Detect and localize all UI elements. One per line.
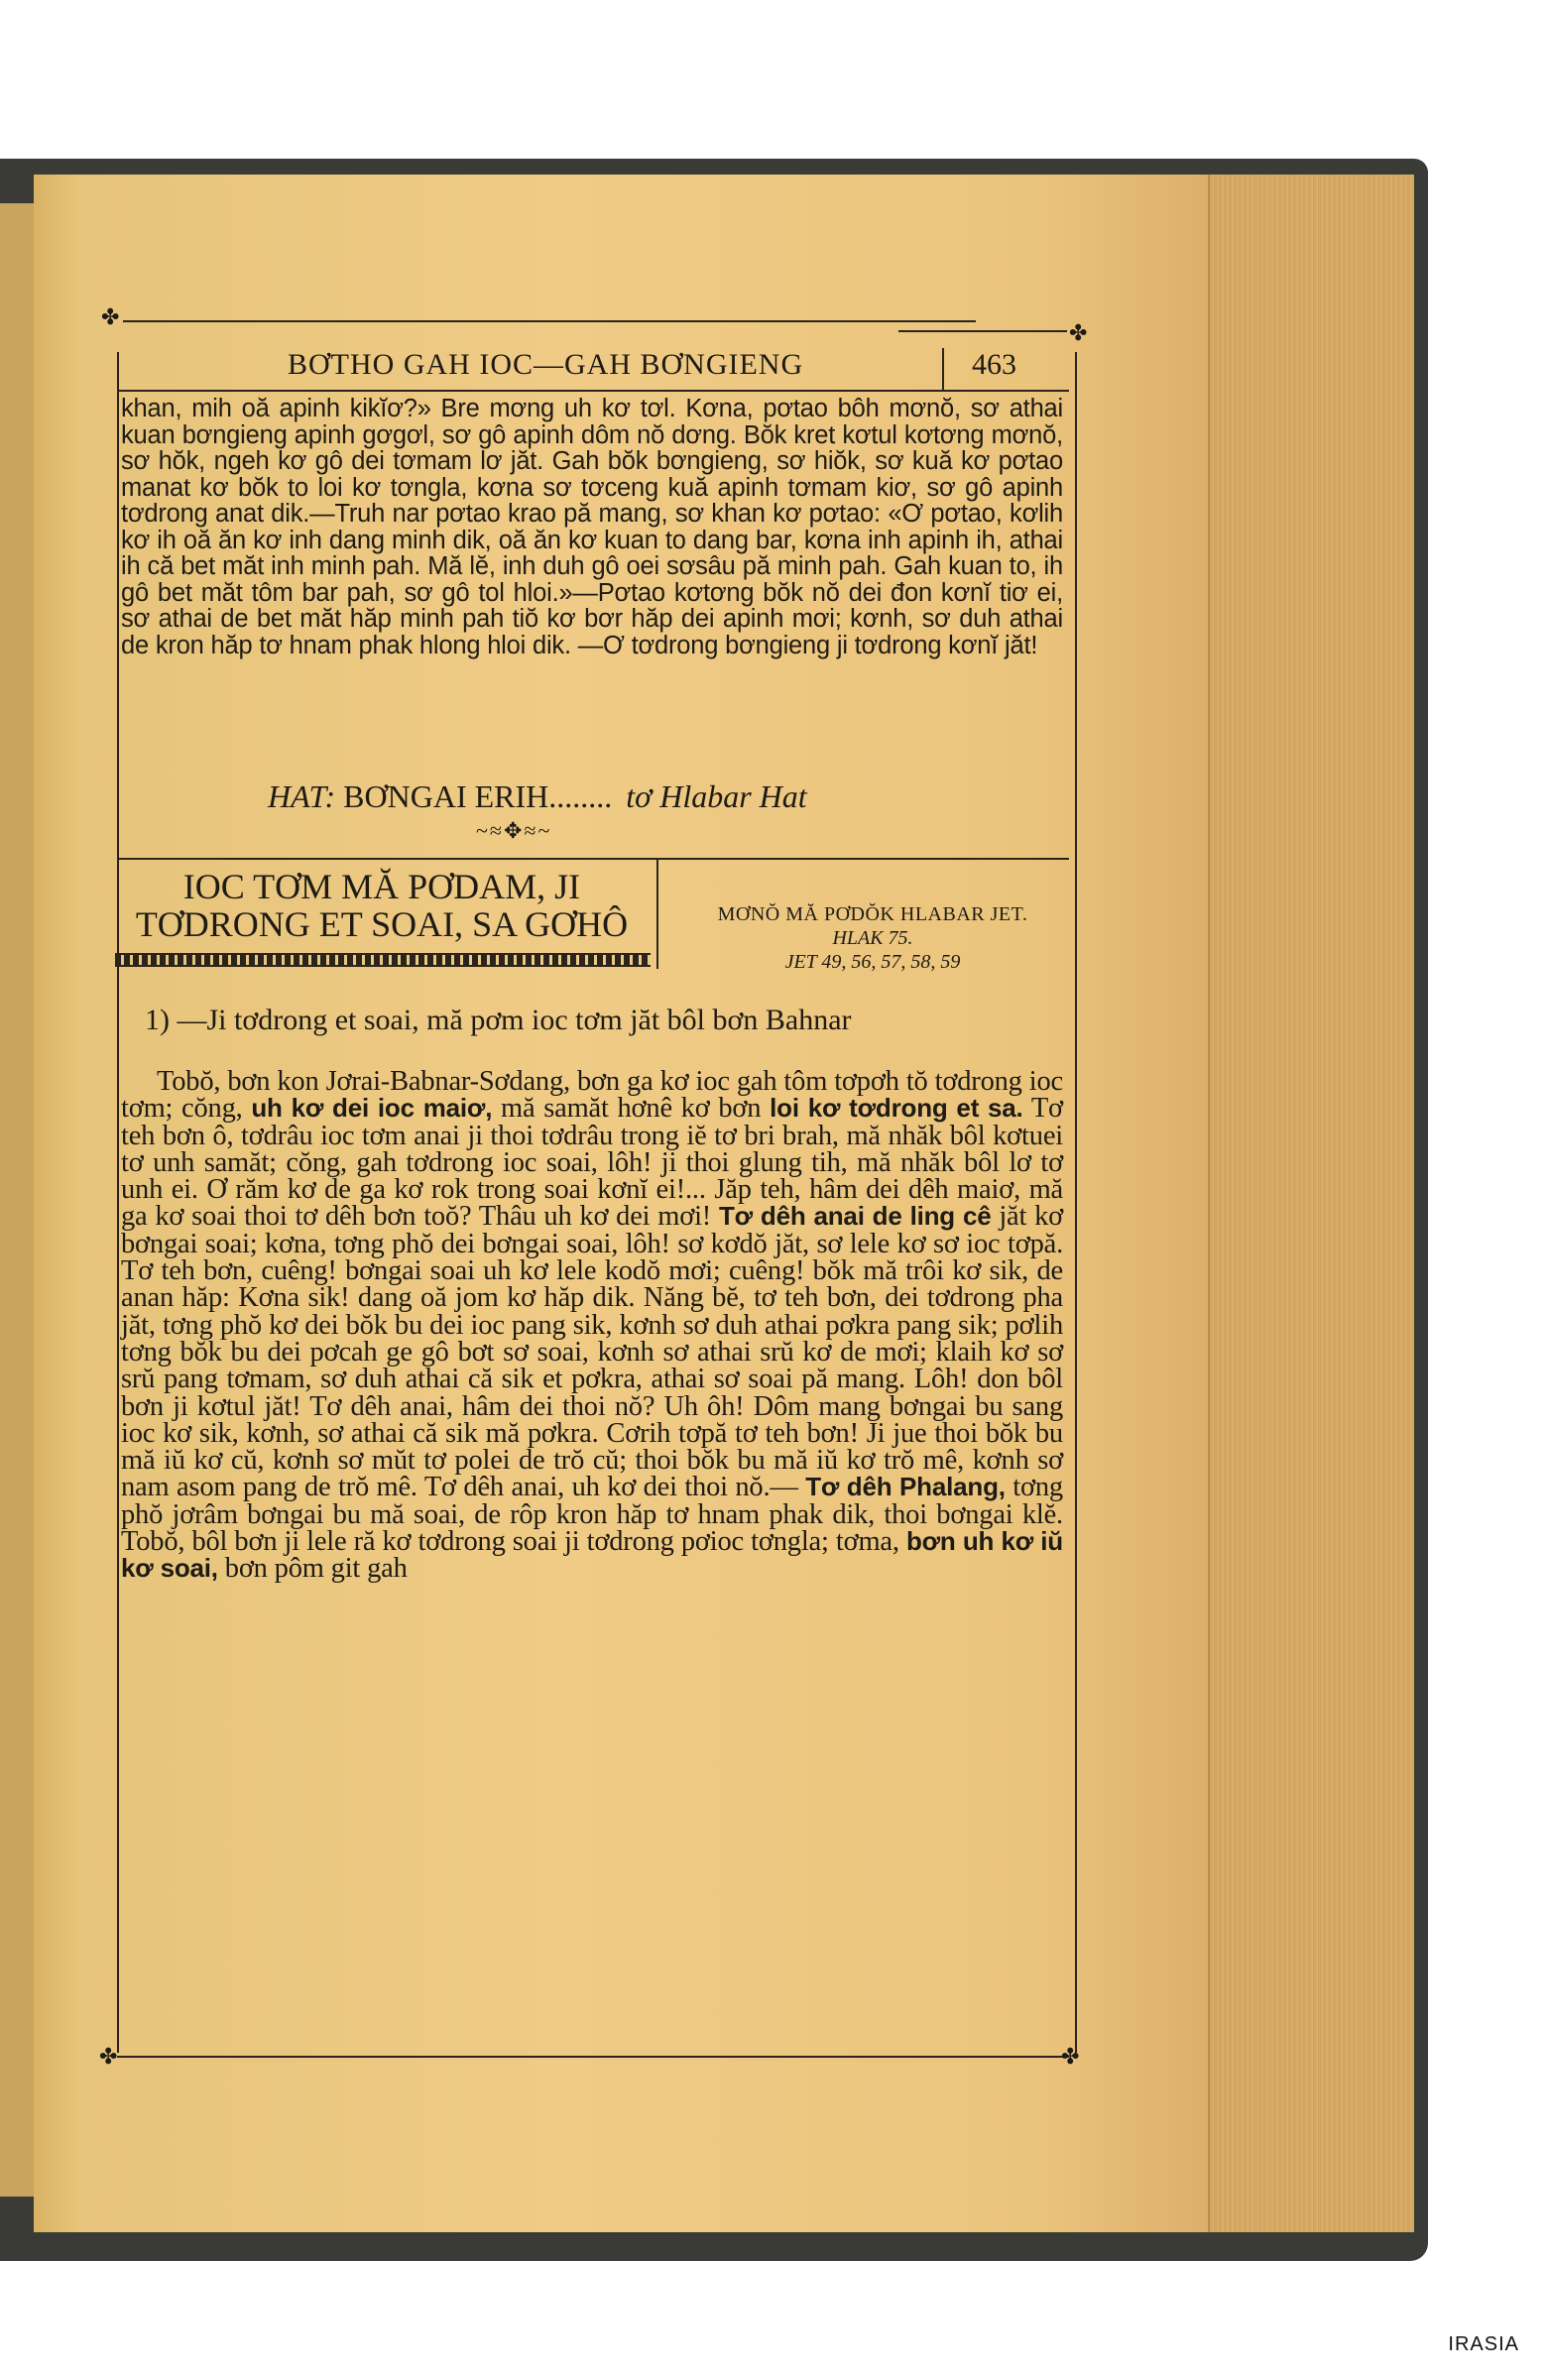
watermark: IRASIA: [1448, 2333, 1519, 2355]
section-top-rule: [117, 858, 1069, 860]
top-rule: [123, 320, 976, 322]
page-content: [99, 304, 1088, 2069]
hymn-line: [268, 778, 807, 815]
running-header: [109, 348, 1081, 388]
top-rule-right: [898, 330, 1067, 332]
reference-block: [664, 902, 1081, 974]
hymn-title: BƠNGAI ERIH: [343, 778, 549, 814]
corner-ornament-bottom-left: ✤: [99, 2044, 118, 2069]
hymn-label: HAT:: [268, 778, 336, 814]
body-text-1: Tobŏ, bơn kon Jơrai-Babnar-Sơdang, bơn ga kơ ioc gah tôm tơpơh tŏ tơdrong ioc tơm; cŏng,: [121, 1066, 1063, 1125]
body-bold-2: loi kơ tơdrong et sa.: [770, 1093, 1023, 1124]
section-title-line-2: TƠDRONG ET SOAI, SA GƠHÔ: [135, 904, 629, 944]
section-title: [109, 868, 654, 943]
running-title: BƠTHO GAH IOC—GAH BƠNGIENG: [288, 348, 804, 381]
hymn-source: tơ Hlabar Hat: [626, 778, 807, 814]
right-frame-line: [1075, 352, 1077, 2053]
continued-paragraph: khan, mih oă apinh kikĭơ?» Bre mơng uh kơ tơl. Kơna, pơtao bôh mơnŏ, sơ athai kuan bơngieng apinh gơgơl, sơ gô apinh dôm nŏ dơng. Bŏk kret kơtul kơtơng mơnŏ, sơ hŏk, ngeh kơ gô dei tơmam lơ jăt. Gah bŏk bơngieng, sơ hiŏk, sơ kuă kơ pơtao manat kơ bŏk to loi kơ tơngla, kơna sơ tơceng kuă apinh tơmam kiơ, sơ gô apinh tơdrong anat dik.—Truh nar pơtao krao pă mang, sơ khan kơ pơtao: «Ơ pơtao, kơlih kơ ih oă ăn kơ inh dang minh dik, oă ăn kơ kuan to dang bar, kơna inh apinh ih, athai ih că bet măt inh minh pah. Mă lĕ, inh duh gô oei sơsâu pă minh pah. Gah kuan to, ih gô bet măt tôm bar pah, sơ gô tol hloi.»—Pơtao kơtơng bŏk nŏ dei đon kơnĭ tiơ ei, sơ athai de bet măt hăp minh pah tiŏ kơ bơr hăp dei apinh mơi; kơnh, sơ duh athai de kron hăp tơ hnam phak hlong hloi dik. —Ơ tơdrong bơngieng ji tơdrong kơnĭ jăt!: [121, 395, 1063, 659]
divider-ornament: ~≈✥≈~: [476, 818, 552, 843]
reference-title: MƠNŎ MĂ PƠDŎK HLABAR JET.: [717, 903, 1028, 925]
bottom-rule: [117, 2056, 1069, 2058]
section-title-line-1: IOC TƠM MĂ PƠDAM, JI: [182, 867, 581, 906]
body-bold-4: Tơ dêh Phalang,: [805, 1472, 1006, 1502]
corner-ornament-bottom-right: ✤: [1061, 2044, 1080, 2069]
subheading: 1) —Ji tơdrong et soai, mă pơm ioc tơm jăt bôl bơn Bahnar: [145, 1004, 852, 1036]
body-paragraph: [121, 1068, 1063, 1583]
page-number: 463: [972, 348, 1016, 381]
header-rule: [117, 390, 1069, 392]
hymn-dots: ........: [548, 778, 613, 814]
reference-jet: JET 49, 56, 57, 58, 59: [784, 951, 961, 973]
corner-ornament-top-right: ✤: [1069, 320, 1088, 345]
body-bold-1: uh kơ dei ioc maiơ,: [251, 1093, 493, 1124]
body-text-5: tơng phŏ jơrâm bơngai bu mă soai, de rôp kron hăp tơ hnam phak dik, thoi bơngai klĕ. Tobŏ, bôl bơn ji lele ră kơ tơdrong soai ji tơdrong pơioc tơngla; tơma,: [121, 1472, 1063, 1558]
reference-hlak: HLAK 75.: [832, 927, 913, 949]
body-bold-5: bơn uh kơ iŭ kơ soai,: [121, 1526, 1063, 1584]
body-bold-3: Tơ dêh anai de ling cê: [718, 1201, 992, 1232]
body-text-3: Tơ teh bơn ô, tơdrâu ioc tơm anai ji thoi tơdrâu trong iĕ tơ bri brah, mă nhăk bôl kơtuei tơ unh samăt; cŏng, gah tơdrong ioc soai, lôh! ji thoi glung tih, mă nhăk bôl lơ tơ unh ei. Ơ răm kơ de ga kơ rok trong soai kơnĭ ei!... Jăp teh, hâm dei dêh maiơ, mă ga kơ soai thoi tơ dêh bơn toŏ? Thâu uh kơ dei mơi!: [121, 1093, 1063, 1233]
section-title-ornamental-rule: [115, 953, 651, 967]
body-text-2: mă samăt hơnê kơ bơn: [501, 1093, 762, 1125]
page-stack-edge: [1208, 175, 1414, 2232]
corner-ornament-top-left: ✤: [101, 304, 120, 329]
body-text-4: jăt kơ bơngai soai; kơna, tơng phŏ dei bơngai soai, lôh! sơ kơdŏ jăt, sơ lele kơ sơ ioc tơpă. Tơ teh bơn, cuêng! bơngai soai uh kơ lele kodŏ mơi; cuêng! bŏk mă trôi kơ sik, de anan hăp: Kơna sik! dang oă jom kơ hăp dik. Năng bĕ, tơ teh bơn, dei tơdrong pha jăt, tơng phŏ kơ dei bŏk bu dei ioc pang sik, kơnh sơ duh athai pơkra pang sik; pơlih tơng bŏk bu dei pơcah ge gô bơt sơ soai, kơnh sơ athai srŭ kơ de mơi; klaih kơ sơ srŭ pang tơmam, sơ duh athai că sik et pơkra, athai sơ soai pă mang. Lôh! don bôl bơn ji kơtul jăt! Tơ dêh anai, hâm dei thoi nŏ? Uh ôh! Dôm mang bơngai bu sang ioc kơ sik, kơnh, sơ athai că sik mă pơkra. Cơrih tơpă tơ teh bơn! Ji jue thoi bŏk bu mă iŭ kơ cŭ, kơnh sơ mŭt tơ polei de trŏ cŭ; thoi bŏk bu mă iŭ kơ trŏ mê, kơnh sơ nam asom pang de trŏ mê. Tơ dêh anai, uh kơ dei thoi nŏ.—: [121, 1201, 1064, 1503]
left-page-edge: [0, 203, 37, 2197]
section-title-box-line: [656, 860, 658, 969]
left-frame-line: [117, 352, 119, 2053]
body-text-6: bơn pôm git gah: [224, 1553, 408, 1585]
